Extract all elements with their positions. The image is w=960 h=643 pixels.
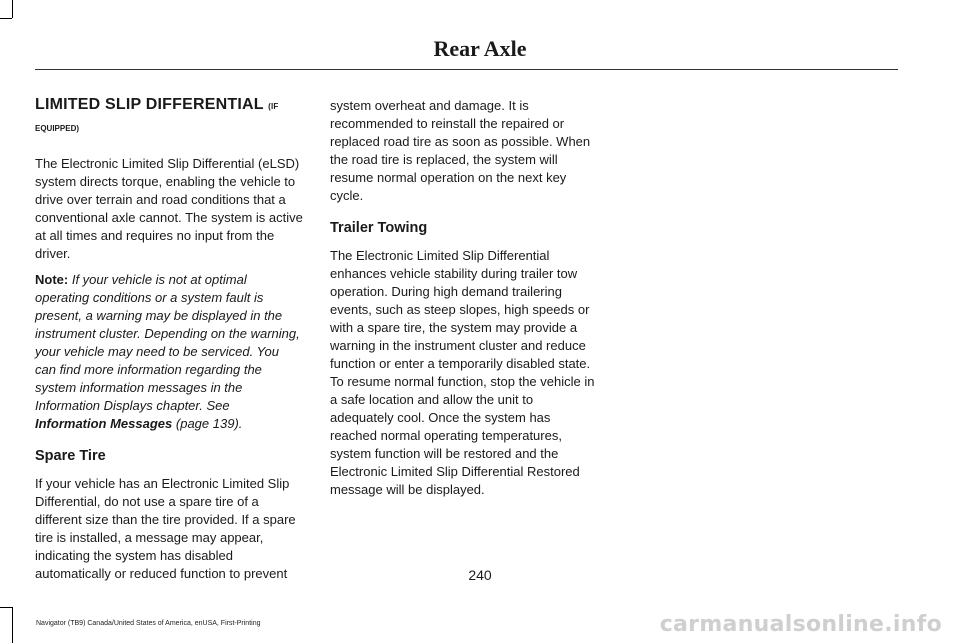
crop-mark-top-left-vertical [12, 0, 13, 18]
crop-mark-bottom-left-vertical [12, 607, 13, 643]
section-heading [35, 95, 303, 117]
section-heading-main: LIMITED SLIP DIFFERENTIAL [35, 96, 264, 113]
note-label: Note: [35, 272, 69, 287]
intro-paragraph: The Electronic Limited Slip Differential (eLSD) system directs torque, enabling the vehicle to drive over terrain and road conditions that a conventional axle cannot. The system is active at all times and requires no input from the driver. [35, 156, 303, 261]
right-column [330, 97, 598, 507]
page-number: 240 [468, 567, 492, 583]
watermark: carmanualsonline.info [659, 612, 942, 637]
page-title: Rear Axle [433, 36, 527, 61]
section-heading-qualifier: (IF [268, 102, 279, 111]
trailer-towing-heading: Trailer Towing [330, 220, 428, 236]
note-page-ref: (page 139). [175, 416, 243, 431]
header-divider [35, 69, 898, 70]
crop-mark-bottom-left-horizontal [0, 607, 12, 608]
section-heading-qualifier-cont: EQUIPPED) [35, 124, 80, 133]
spare-tire-paragraph-cont: system overheat and damage. It is recommended to reinstall the repaired or replaced road tire as soon as possible. When the road tire is replaced, the system will resume normal operation on the next key cycle. [330, 98, 591, 203]
footer-text: Navigator (TB9) Canada/United States of America, enUSA, First-Printing [36, 620, 261, 627]
note-paragraph [35, 271, 303, 433]
trailer-towing-paragraph: The Electronic Limited Slip Differential enhances vehicle stability during trailer tow operation. During high demand trailering events, such as steep slopes, high speeds or with a spare tire, the system may provide a warning in the instrument cluster and reduce function or enter a temporarily disabled state. To resume normal function, stop the vehicle in a safe location and allow the unit to adequately cool. Once the system has reached normal operating temperatures, system function will be restored and the Electronic Limited Slip Differential Restored message will be displayed. [330, 248, 595, 497]
information-messages-link[interactable]: Information Messages [35, 416, 173, 431]
left-column [35, 95, 303, 591]
spare-tire-heading: Spare Tire [35, 448, 106, 464]
note-body: If your vehicle is not at optimal operating conditions or a system fault is present, a warning may be displayed in the instrument cluster. Depending on the warning, your vehicle may need to be serviced. You can find more information regarding the system information messages in the Information Displays chapter. See [35, 272, 300, 413]
crop-mark-top-left-horizontal [0, 18, 12, 19]
spare-tire-paragraph: If your vehicle has an Electronic Limited Slip Differential, do not use a spare tire of a different size than the tire provided. If a spare tire is installed, a message may appear, indicating the system has disabled automatically or reduced function to prevent [35, 476, 296, 581]
